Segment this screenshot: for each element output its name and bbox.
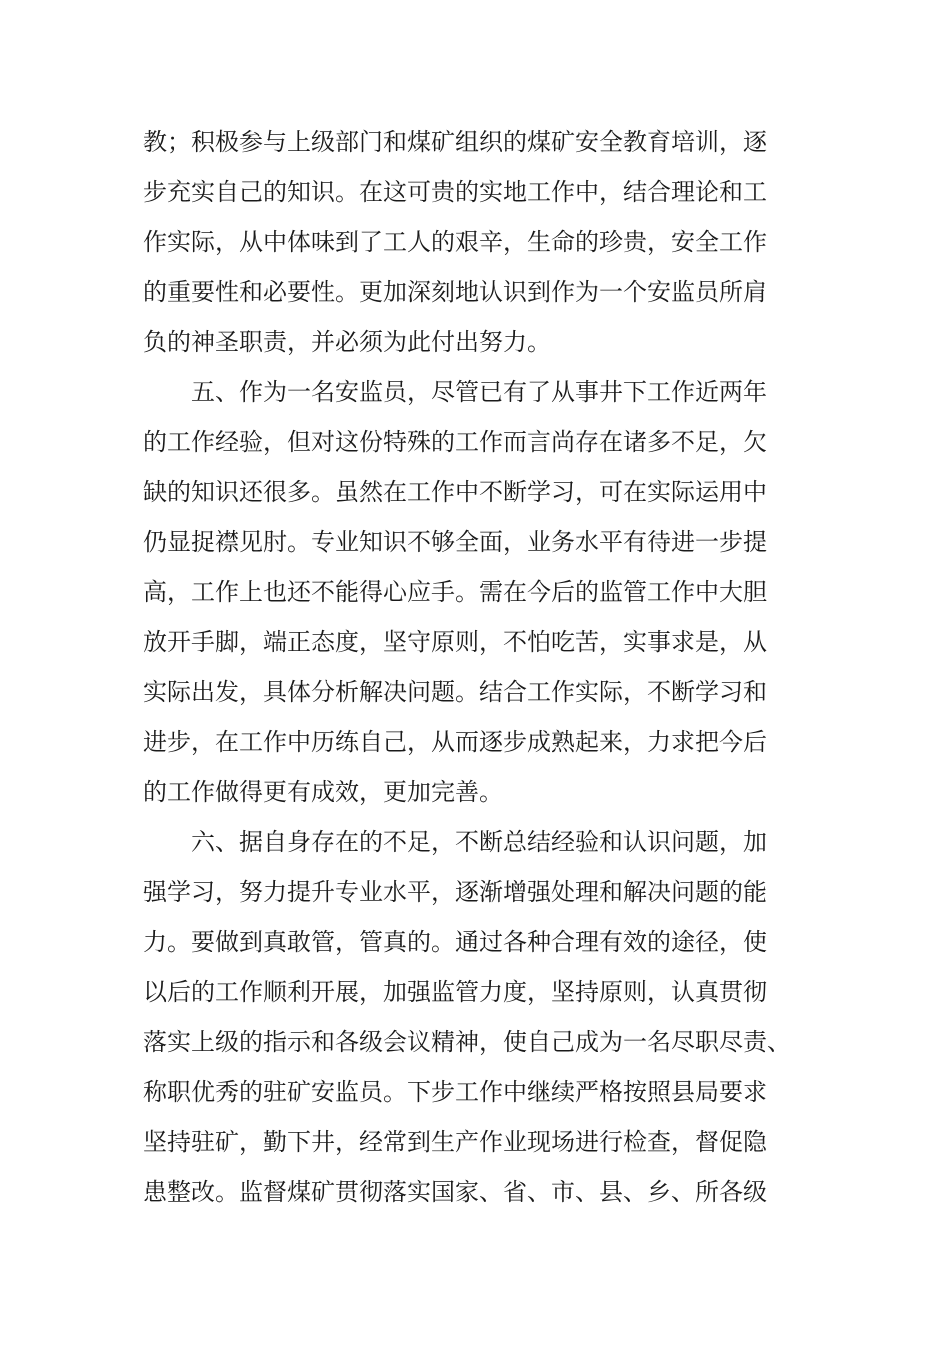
text-line: 称职优秀的驻矿安监员。下步工作中继续严格按照县局要求	[143, 1078, 767, 1106]
paragraph-six	[143, 817, 791, 1217]
document-body	[143, 117, 791, 1217]
text-line: 强学习，努力提升专业水平，逐渐增强处理和解决问题的能	[143, 878, 767, 906]
text-line: 缺的知识还很多。虽然在工作中不断学习，可在实际运用中	[143, 478, 767, 506]
text-line: 放开手脚，端正态度，坚守原则，不怕吃苦，实事求是，从	[143, 628, 767, 656]
text-line: 力。要做到真敢管，管真的。通过各种合理有效的途径，使	[143, 928, 767, 956]
text-line: 以后的工作顺利开展，加强监管力度，坚持原则，认真贯彻	[143, 978, 767, 1006]
text-line: 实际出发，具体分析解决问题。结合工作实际，不断学习和	[143, 678, 767, 706]
text-line: 患整改。监督煤矿贯彻落实国家、省、市、县、乡、所各级	[143, 1178, 767, 1206]
text-line: 教；积极参与上级部门和煤矿组织的煤矿安全教育培训，逐	[143, 128, 767, 156]
paragraph-five	[143, 367, 767, 817]
text-line: 作实际，从中体味到了工人的艰辛，生命的珍贵，安全工作	[143, 228, 767, 256]
text-line: 进步，在工作中历练自己，从而逐步成熟起来，力求把今后	[143, 728, 767, 756]
text-line: 的工作经验，但对这份特殊的工作而言尚存在诸多不足，欠	[143, 428, 767, 456]
text-line: 坚持驻矿，勤下井，经常到生产作业现场进行检查，督促隐	[143, 1128, 767, 1156]
paragraph-continuation	[143, 117, 767, 367]
text-line: 的重要性和必要性。更加深刻地认识到作为一个安监员所肩	[143, 278, 767, 306]
text-line: 高，工作上也还不能得心应手。需在今后的监管工作中大胆	[143, 578, 767, 606]
text-line: 仍显捉襟见肘。专业知识不够全面，业务水平有待进一步提	[143, 528, 767, 556]
text-line: 的工作做得更有成效，更加完善。	[143, 778, 503, 806]
text-line: 负的神圣职责，并必须为此付出努力。	[143, 328, 551, 356]
text-line: 六、据自身存在的不足，不断总结经验和认识问题，加	[191, 828, 767, 856]
text-line: 落实上级的指示和各级会议精神，使自己成为一名尽职尽责、	[143, 1028, 791, 1056]
text-line: 五、作为一名安监员，尽管已有了从事井下工作近两年	[191, 378, 767, 406]
text-line: 步充实自己的知识。在这可贵的实地工作中，结合理论和工	[143, 178, 767, 206]
